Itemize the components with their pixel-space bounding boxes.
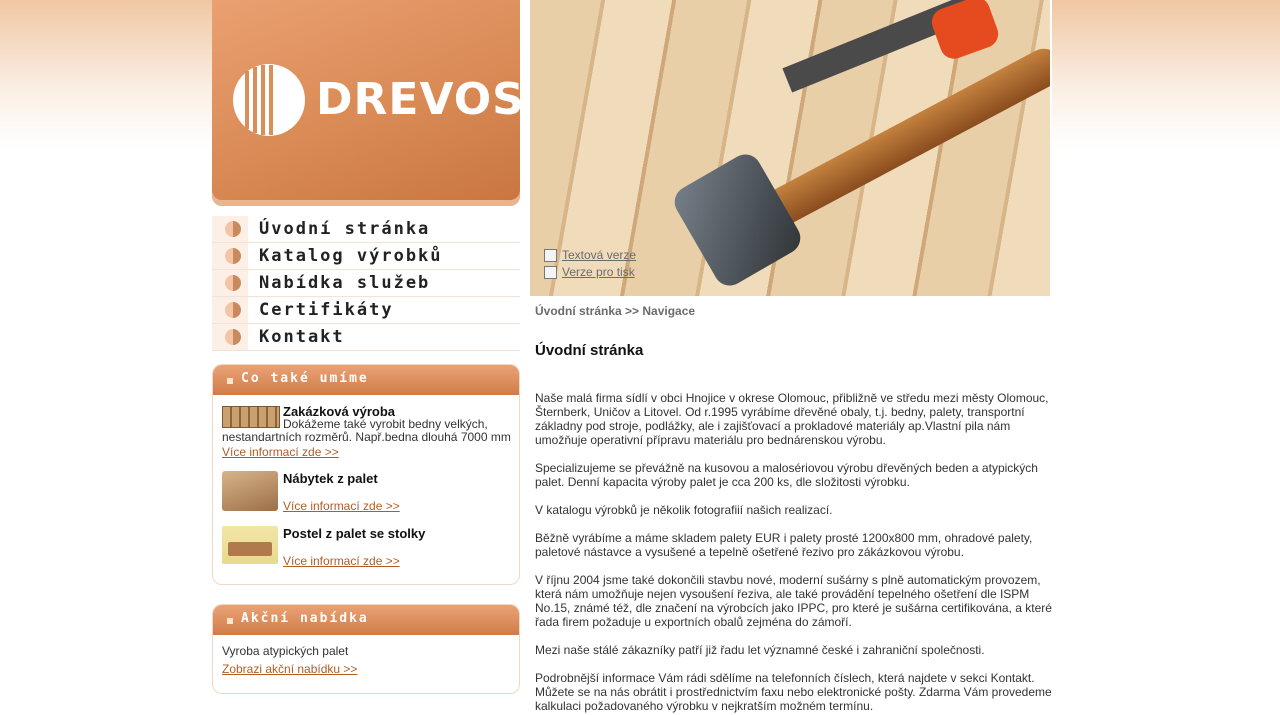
akcni-link[interactable]: Zobrazi akční nabídku >> [222, 662, 358, 676]
hammer-head-shape [669, 149, 806, 292]
menu-item-catalog[interactable] [212, 243, 520, 270]
paragraph: Naše malá firma sídlí v obci Hnojice v okrese Olomouc, přibližně ve středu mezi městy Olomouc, Šternberk, Uničov a Litovel. Od r.1995 vyrábíme dřevěné obaly, t.j. bedny, palety, transportní základny pod stroje, podlážky, ale i zajišťovací a prokladové materiály ap.Vlastní pila nám umožňuje operativní přípravu materiálu pro bednárenskou výrobu. [535, 391, 1049, 447]
menu-bullet-icon [225, 221, 241, 237]
menu-item-label: Katalog výrobků [259, 246, 443, 266]
list-item [213, 467, 519, 517]
item-title: Nábytek z palet [283, 471, 378, 486]
paragraph: Podrobnější informace Vám rádi sdělíme na telefonních číslech, která najdete v sekci Kontakt. Můžete se na nás obrátit i prostřednictvím faxu nebo elektronické pošty. Zdarma Vám provedeme kalkulaci požadovaného výrobku v nejkratším možném termínu. [535, 671, 1052, 713]
box-title: Co také umíme [241, 371, 369, 386]
menu-item-label: Kontakt [259, 327, 345, 347]
text-version-link[interactable]: Textová verze [562, 248, 637, 262]
version-links [544, 248, 636, 282]
breadcrumb: Úvodní stránka >> Navigace [535, 304, 696, 318]
akcni-text: Vyroba atypických palet [222, 644, 349, 658]
pallet-furniture-image [222, 471, 278, 511]
menu-item-home[interactable] [212, 216, 520, 243]
akcni-nabidka-box [212, 604, 520, 694]
hero-image [530, 0, 1050, 296]
menu-bullet-icon [225, 302, 241, 318]
box-header [213, 365, 519, 395]
more-info-link[interactable]: Více informací zde >> [283, 554, 400, 568]
menu-item-label: Úvodní stránka [259, 219, 431, 239]
menu-item-certificates[interactable] [212, 297, 520, 324]
pallet-bed-image [222, 526, 278, 564]
tape-measure-shape [928, 0, 1002, 63]
square-bullet-icon [227, 378, 233, 384]
co-take-umime-box [212, 364, 520, 585]
paragraph: V říjnu 2004 jsme také dokončili stavbu nové, moderní sušárny s plně automatickým provozem, která nám umožňuje nejen vysoušení řeziva, ale také provádění tepelného ošetření dle ISPM No.15, známé též, dle značení na výrobcích jako IPPC, pro které je sušárna certifikována, a které řada firem požaduje u exportních obalů zejména do zámoří. [535, 573, 1052, 629]
page-title: Úvodní stránka [535, 342, 644, 359]
box-header [213, 605, 519, 635]
main-content [535, 300, 1055, 713]
paragraph: Mezi naše stálé zákazníky patří již řadu let významné české i zahraniční společnosti. [535, 643, 985, 657]
box-title: Akční nabídka [241, 611, 369, 626]
page-wrapper [212, 0, 1052, 715]
menu-bullet-icon [225, 248, 241, 264]
printer-icon [544, 266, 557, 279]
item-title: Postel z palet se stolky [283, 526, 426, 541]
print-version-link[interactable]: Verze pro tisk [562, 265, 635, 279]
more-info-link[interactable]: Více informací zde >> [222, 445, 339, 459]
document-icon [544, 249, 557, 262]
logo-text: DREVOS [316, 74, 525, 125]
item-description: Dokážeme také vyrobit bedny velkých, nestandartních rozměrů. Např.bedna dlouhá 7000 mm [222, 417, 511, 444]
list-item [213, 522, 519, 572]
menu-item-label: Nabídka služeb [259, 273, 431, 293]
main-menu [212, 216, 520, 351]
logo-icon [232, 63, 306, 137]
item-title: Zakázková výroba [283, 404, 396, 419]
menu-item-label: Certifikáty [259, 300, 394, 320]
more-info-link[interactable]: Více informací zde >> [283, 499, 400, 513]
logo-panel[interactable] [212, 0, 525, 206]
paragraph: V katalogu výrobků je několik fotografiií našich realizací. [535, 503, 833, 517]
menu-bullet-icon [225, 275, 241, 291]
menu-bullet-icon [225, 329, 241, 345]
menu-item-services[interactable] [212, 270, 520, 297]
paragraph: Specializujeme se převážně na kusovou a malosériovou výrobu dřevěných beden a atypických palet. Denní kapacita výroby palet je cca 200 ks, dle složitosti výrobku. [535, 461, 1038, 489]
paragraph: Běžně vyrábíme a máme skladem palety EUR i palety prosté 1200x800 mm, ohradové palety, paletové nástavce a vysušené a tepelně ošetřené řezivo pro zákázkovou výrobu. [535, 531, 1033, 559]
bed-shape [228, 542, 272, 556]
list-item [213, 401, 519, 461]
square-bullet-icon [227, 618, 233, 624]
menu-item-contact[interactable] [212, 324, 520, 351]
